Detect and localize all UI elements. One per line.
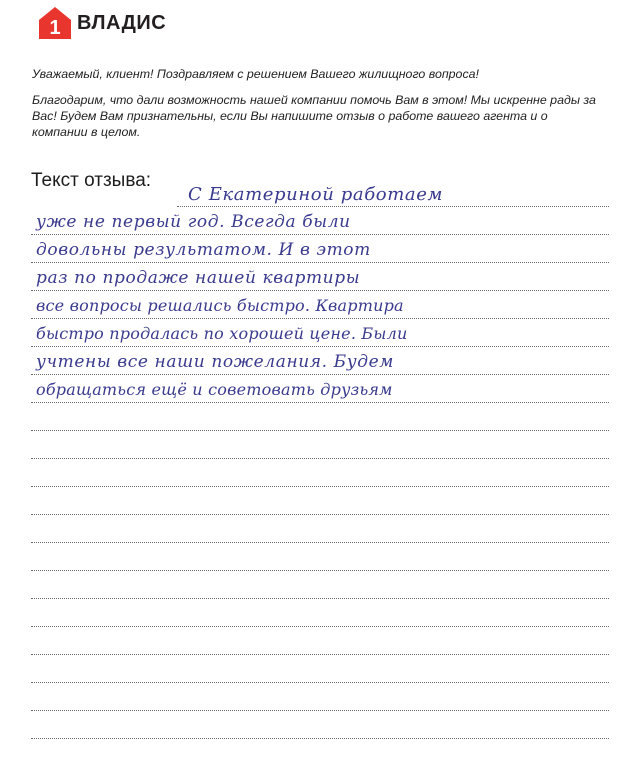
- handwritten-line: обращаться ещё и советовать друзьям: [36, 380, 393, 399]
- rule-line: [31, 486, 609, 487]
- handwritten-line: учтены все наши пожелания. Будем: [36, 352, 394, 372]
- handwritten-line: раз по продаже нашей квартиры: [36, 268, 361, 288]
- rule-line: [31, 598, 609, 599]
- greeting-text: Уважаемый, клиент! Поздравляем с решением Вашего жилищного вопроса!: [32, 67, 479, 81]
- rule-line: [31, 682, 609, 683]
- review-heading: Текст отзыва:: [31, 170, 152, 191]
- rule-line: [31, 458, 609, 459]
- rule-line: [31, 346, 609, 347]
- rule-line: [31, 514, 609, 515]
- rule-line: [31, 710, 609, 711]
- rule-line: [31, 654, 609, 655]
- handwritten-line: довольны результатом. И в этот: [36, 240, 371, 260]
- company-name: ВЛАДИС: [77, 11, 167, 34]
- rule-line: [31, 542, 609, 543]
- rule-line: [31, 318, 609, 319]
- handwritten-line: уже не первый год. Всегда были: [36, 212, 351, 232]
- rule-line: [31, 738, 609, 739]
- thanks-text: Благодарим, что дали возможность нашей компании помочь Вам в этом! Мы искренне рады за Вас! Будем Вам признательны, если Вы напишите отзыв о работе вашего агента и о компании в целом.: [32, 93, 596, 139]
- logo-mark-digit: 1: [49, 17, 61, 39]
- rule-line: [31, 430, 609, 431]
- handwritten-line: быстро продалась по хорошей цене. Были: [36, 324, 408, 343]
- rule-line: [31, 626, 609, 627]
- rule-line: [177, 206, 609, 207]
- rule-line: [31, 570, 609, 571]
- handwritten-line: С Екатериной работаем: [188, 184, 444, 205]
- handwritten-line: все вопросы решались быстро. Квартира: [36, 296, 404, 315]
- rule-line: [31, 234, 609, 235]
- rule-line: [31, 374, 609, 375]
- rule-line: [31, 290, 609, 291]
- rule-line: [31, 402, 609, 403]
- rule-line: [31, 262, 609, 263]
